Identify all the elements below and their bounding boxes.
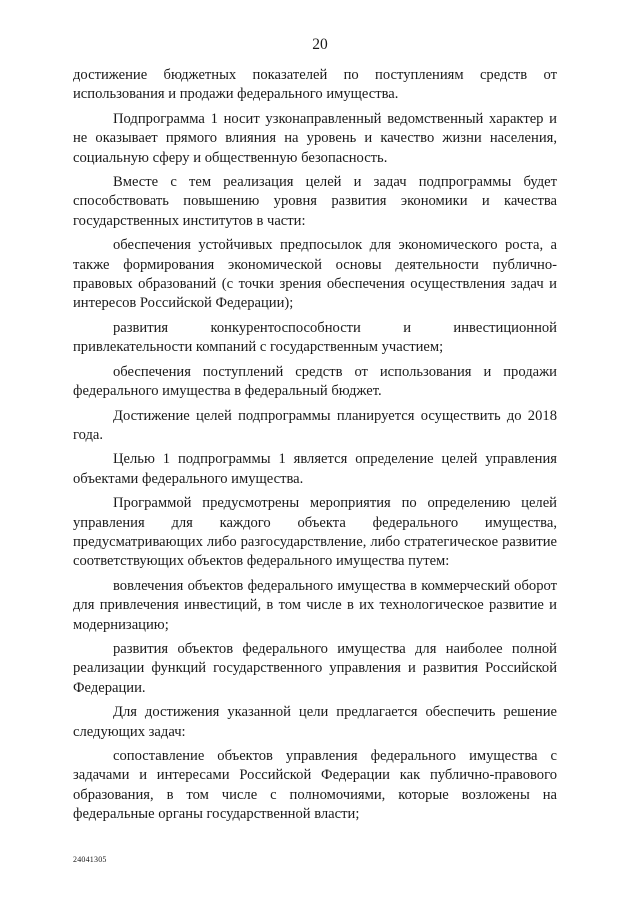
paragraph: развития конкурентоспособности и инвестиционной привлекательности компаний с государственным участием; — [73, 319, 557, 356]
paragraph: Достижение целей подпрограммы планируется осуществить до 2018 года. — [73, 407, 557, 443]
paragraph: Целью 1 подпрограммы 1 является определение целей управления объектами федерального имущества. — [73, 451, 557, 487]
paragraph: Программой предусмотрены мероприятия по определению целей управления для каждого объекта федерального имущества, предусматривающих либо разгосударствление, либо стратегическое развитие соответствующих объектов федерального имущества путем: — [73, 495, 557, 570]
paragraph: достижение бюджетных показателей по поступлениям средств от использования и продажи федерального имущества. — [73, 67, 557, 103]
paragraph: обеспечения устойчивых предпосылок для экономического роста, а также формирования экономической основы деятельности публично-правовых образований (с точки зрения обеспечения осуществления задач и интересов Российской Федерации); — [73, 237, 557, 312]
page-number: 20 — [312, 36, 328, 53]
paragraph: Подпрограмма 1 носит узконаправленный ведомственный характер и не оказывает прямого влияния на уровень и качество жизни населения, социальную сферу и общественную безопасность. — [73, 110, 557, 166]
document-code: 24041305 — [73, 855, 107, 864]
paragraph: вовлечения объектов федерального имущества в коммерческий оборот для привлечения инвестиций, в том числе в их технологическое развитие и модернизацию; — [73, 577, 557, 633]
paragraph: Для достижения указанной цели предлагается обеспечить решение следующих задач: — [73, 704, 557, 740]
paragraph: сопоставление объектов управления федерального имущества с задачами и интересами Российской Федерации как публично-правового образования, в том числе с полномочиями, которые возложены на федеральные органы государственной власти; — [73, 748, 557, 823]
document-body — [73, 66, 557, 825]
paragraph: развития объектов федерального имущества для наиболее полной реализации функций государственного управления и развития Российской Федерации. — [73, 640, 557, 696]
paragraph: обеспечения поступлений средств от использования и продажи федерального имущества в федеральный бюджет. — [73, 363, 557, 400]
paragraph: Вместе с тем реализация целей и задач подпрограммы будет способствовать повышению уровня развития экономики и качества государственных институтов в части: — [73, 174, 557, 229]
